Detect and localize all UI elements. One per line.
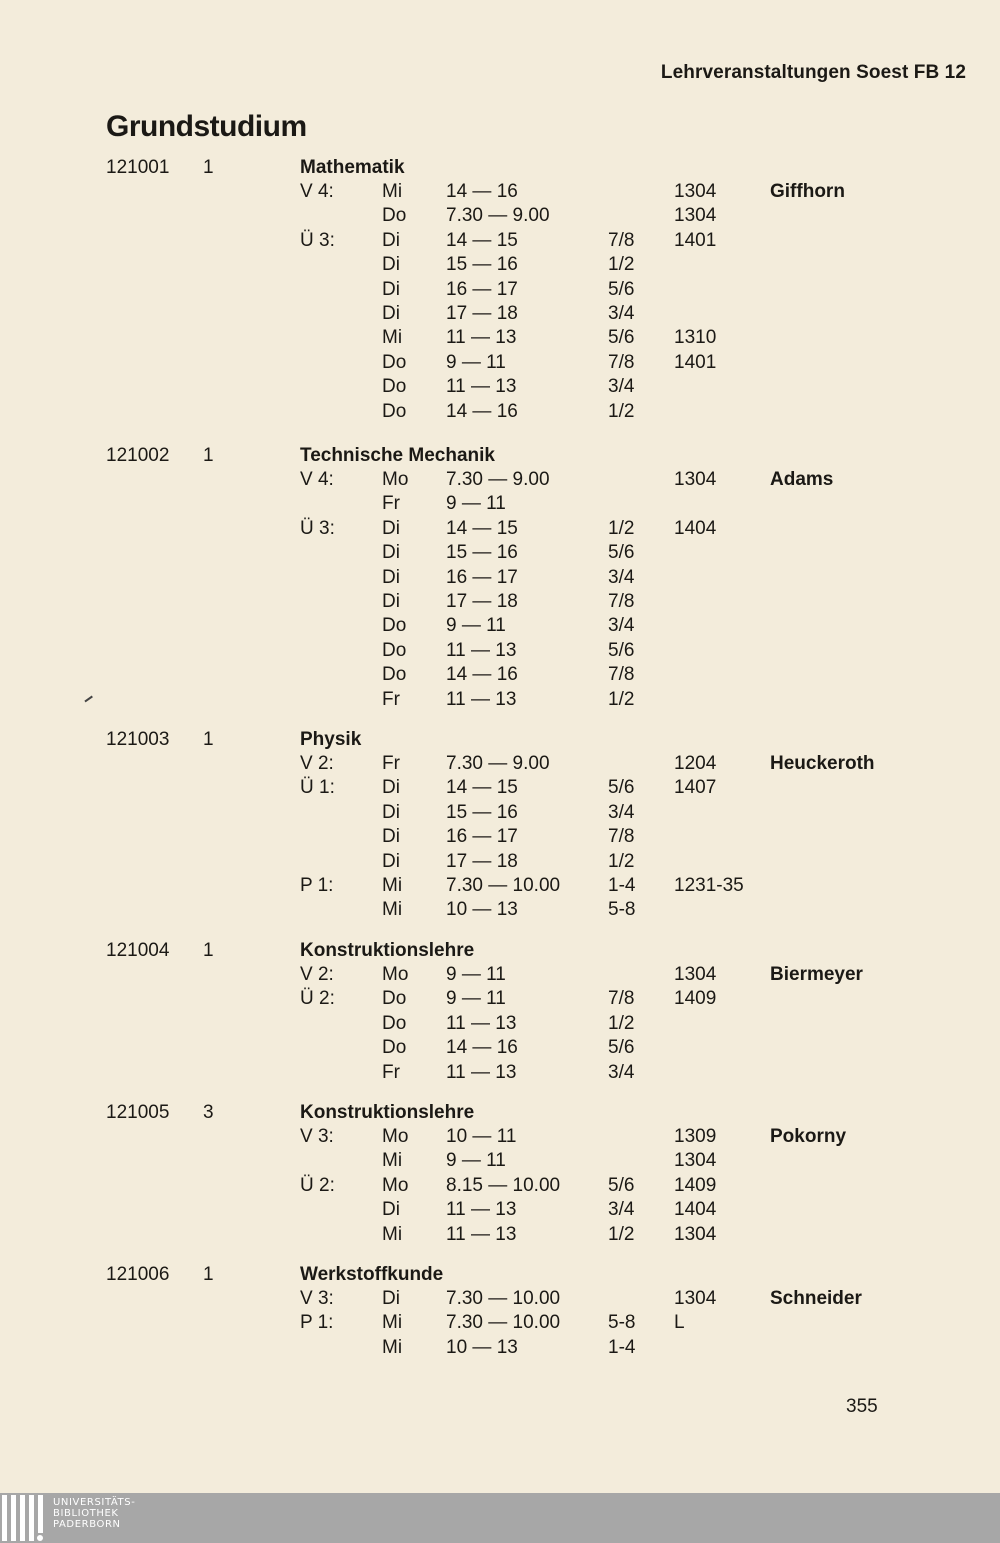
session-day: Di — [382, 1199, 400, 1221]
schedule-row — [0, 541, 1000, 565]
course-number: 121006 — [106, 1264, 170, 1285]
schedule-row — [0, 688, 1000, 712]
schedule-row — [0, 1174, 1000, 1198]
session-room: 1404 — [674, 1199, 717, 1221]
schedule-row — [0, 517, 1000, 541]
session-group: 3/4 — [608, 615, 635, 637]
session-group: 3/4 — [608, 801, 635, 823]
session-day: Fr — [382, 1061, 400, 1083]
session-day: Do — [382, 1037, 407, 1059]
session-group: 3/4 — [608, 1061, 635, 1083]
session-day: Mo — [382, 1174, 409, 1196]
session-time: 11 — 13 — [446, 1012, 517, 1034]
session-time: 10 — 13 — [446, 1336, 518, 1358]
session-room: 1304 — [674, 1150, 717, 1172]
session-room: 1401 — [674, 351, 717, 373]
session-day: Mo — [382, 469, 409, 490]
logo-line: UNIVERSITÄTS- — [53, 1497, 136, 1508]
page-number: 355 — [846, 1396, 878, 1417]
session-type: P 1: — [300, 1312, 334, 1334]
session-day: Do — [382, 664, 407, 686]
session-group: 5/6 — [608, 1037, 635, 1059]
session-time: 7.30 — 10.00 — [446, 1288, 561, 1309]
session-room: L — [674, 1312, 685, 1334]
session-day: Do — [382, 205, 407, 227]
course-header-row — [0, 1100, 1000, 1125]
schedule-row — [0, 302, 1000, 326]
session-time: 14 — 15 — [446, 777, 518, 799]
session-day: Mo — [382, 1126, 409, 1147]
schedule-row — [0, 1311, 1000, 1335]
course-semester: 1 — [203, 940, 214, 961]
session-group: 3/4 — [608, 1199, 635, 1221]
session-room: 1409 — [674, 1174, 717, 1196]
session-time: 15 — 16 — [446, 801, 518, 823]
course-header-row — [0, 443, 1000, 468]
session-time: 11 — 13 — [446, 639, 517, 661]
session-room: 1404 — [674, 517, 717, 539]
session-type: Ü 3: — [300, 517, 335, 539]
session-group: 1-4 — [608, 1336, 636, 1358]
session-group: 7/8 — [608, 988, 635, 1010]
session-day: Di — [382, 801, 400, 823]
session-group: 1/2 — [608, 1012, 635, 1034]
session-room: 1409 — [674, 988, 717, 1010]
session-group: 1/2 — [608, 1223, 635, 1245]
session-day: Di — [382, 254, 400, 276]
schedule-row — [0, 1287, 1000, 1311]
schedule-row — [0, 752, 1000, 776]
session-type: V 2: — [300, 964, 334, 985]
session-day: Do — [382, 1012, 407, 1034]
session-time: 9 — 11 — [446, 964, 506, 985]
session-day: Di — [382, 1288, 400, 1309]
course-number: 121003 — [106, 729, 170, 750]
schedule-row — [0, 278, 1000, 302]
course-header-row — [0, 938, 1000, 963]
session-time: 16 — 17 — [446, 826, 518, 848]
course-lecturer: Adams — [770, 469, 834, 490]
session-day: Di — [382, 278, 400, 300]
schedule-row — [0, 663, 1000, 687]
course-semester: 1 — [203, 1264, 214, 1285]
session-time: 9 — 11 — [446, 351, 506, 373]
session-group: 3/4 — [608, 566, 635, 588]
session-time: 14 — 16 — [446, 181, 518, 202]
schedule-row — [0, 566, 1000, 590]
session-day: Fr — [382, 688, 400, 710]
session-time: 11 — 13 — [446, 1061, 517, 1083]
course-entry — [0, 1262, 1000, 1360]
session-type: P 1: — [300, 874, 334, 896]
session-room: 1204 — [674, 753, 717, 774]
course-title: Konstruktionslehre — [300, 940, 475, 961]
session-type: V 3: — [300, 1126, 334, 1147]
schedule-row — [0, 1012, 1000, 1036]
session-time: 10 — 11 — [446, 1126, 517, 1147]
session-room: 1304 — [674, 1223, 717, 1245]
schedule-row — [0, 874, 1000, 898]
session-day: Do — [382, 400, 407, 422]
session-group: 7/8 — [608, 229, 635, 251]
session-time: 11 — 13 — [446, 376, 517, 398]
session-time: 10 — 13 — [446, 899, 518, 921]
session-time: 17 — 18 — [446, 302, 518, 324]
session-day: Mi — [382, 181, 403, 202]
session-day: Do — [382, 376, 407, 398]
course-number: 121001 — [106, 157, 170, 178]
session-group: 1-4 — [608, 874, 636, 896]
session-group: 5-8 — [608, 899, 636, 921]
course-number: 121004 — [106, 940, 170, 961]
logo-line: PADERBORN — [53, 1519, 121, 1530]
session-day: Fr — [382, 493, 400, 515]
schedule-row — [0, 229, 1000, 253]
session-time: 15 — 16 — [446, 254, 518, 276]
schedule-row — [0, 400, 1000, 424]
session-time: 11 — 13 — [446, 1199, 517, 1221]
session-day: Di — [382, 777, 400, 799]
schedule-row — [0, 375, 1000, 399]
session-time: 14 — 15 — [446, 229, 518, 251]
session-day: Do — [382, 988, 407, 1010]
session-room: 1407 — [674, 777, 717, 799]
session-time: 16 — 17 — [446, 566, 518, 588]
session-day: Di — [382, 517, 400, 539]
session-group: 5/6 — [608, 327, 635, 349]
session-room: 1310 — [674, 327, 717, 349]
library-logo-icon — [2, 1495, 48, 1541]
session-group: 7/8 — [608, 826, 635, 848]
schedule-row — [0, 963, 1000, 987]
session-group: 1/2 — [608, 254, 635, 276]
session-day: Di — [382, 850, 400, 872]
session-room: 1304 — [674, 181, 717, 202]
session-day: Mi — [382, 1312, 403, 1334]
schedule-row — [0, 590, 1000, 614]
session-room: 1304 — [674, 205, 717, 227]
session-day: Di — [382, 229, 400, 251]
session-group: 5/6 — [608, 639, 635, 661]
session-time: 7.30 — 9.00 — [446, 469, 550, 490]
session-group: 5-8 — [608, 1312, 636, 1334]
session-time: 15 — 16 — [446, 542, 518, 564]
session-time: 8.15 — 10.00 — [446, 1174, 561, 1196]
course-number: 121002 — [106, 445, 170, 466]
schedule-row — [0, 468, 1000, 492]
schedule-row — [0, 850, 1000, 874]
schedule-row — [0, 639, 1000, 663]
session-group: 5/6 — [608, 1174, 635, 1196]
session-day: Di — [382, 542, 400, 564]
session-time: 7.30 — 10.00 — [446, 874, 561, 896]
course-title: Werkstoffkunde — [300, 1264, 444, 1285]
session-time: 11 — 13 — [446, 327, 517, 349]
session-type: Ü 3: — [300, 229, 335, 251]
schedule-row — [0, 776, 1000, 800]
session-type: V 3: — [300, 1288, 334, 1309]
session-group: 1/2 — [608, 688, 635, 710]
course-semester: 1 — [203, 729, 214, 750]
session-time: 16 — 17 — [446, 278, 518, 300]
schedule-row — [0, 1223, 1000, 1247]
section-title: Grundstudium — [106, 110, 307, 143]
session-group: 7/8 — [608, 351, 635, 373]
schedule-row — [0, 492, 1000, 516]
session-group: 1/2 — [608, 517, 635, 539]
schedule-row — [0, 1125, 1000, 1149]
session-room: 1401 — [674, 229, 717, 251]
session-time: 14 — 16 — [446, 400, 518, 422]
course-entry — [0, 727, 1000, 923]
session-day: Do — [382, 639, 407, 661]
session-time: 7.30 — 10.00 — [446, 1312, 561, 1334]
schedule-row — [0, 825, 1000, 849]
course-number: 121005 — [106, 1102, 170, 1123]
session-type: Ü 2: — [300, 1174, 335, 1196]
schedule-row — [0, 898, 1000, 922]
schedule-row — [0, 1149, 1000, 1173]
session-time: 9 — 11 — [446, 615, 506, 637]
schedule-row — [0, 987, 1000, 1011]
schedule-row — [0, 253, 1000, 277]
logo-line: BIBLIOTHEK — [53, 1508, 119, 1519]
course-entry — [0, 1100, 1000, 1247]
course-lecturer: Biermeyer — [770, 964, 863, 985]
schedule-row — [0, 1036, 1000, 1060]
schedule-row — [0, 1336, 1000, 1360]
session-day: Mi — [382, 1223, 403, 1245]
course-semester: 1 — [203, 157, 214, 178]
course-title: Mathematik — [300, 157, 405, 178]
course-entry — [0, 155, 1000, 424]
session-day: Do — [382, 615, 407, 637]
schedule-row — [0, 180, 1000, 204]
schedule-row — [0, 326, 1000, 350]
session-time: 11 — 13 — [446, 1223, 517, 1245]
session-room: 1231-35 — [674, 874, 744, 896]
course-lecturer: Giffhorn — [770, 181, 845, 202]
running-header: Lehrveranstaltungen Soest FB 12 — [660, 62, 966, 83]
session-day: Di — [382, 566, 400, 588]
session-type: V 4: — [300, 469, 334, 490]
session-group: 7/8 — [608, 590, 635, 612]
session-day: Mi — [382, 874, 403, 896]
schedule-row — [0, 801, 1000, 825]
schedule-row — [0, 614, 1000, 638]
course-title: Konstruktionslehre — [300, 1102, 475, 1123]
session-room: 1304 — [674, 469, 717, 490]
session-time: 9 — 11 — [446, 493, 506, 515]
course-header-row — [0, 727, 1000, 752]
course-lecturer: Pokorny — [770, 1126, 847, 1147]
session-group: 3/4 — [608, 302, 635, 324]
session-time: 9 — 11 — [446, 988, 506, 1010]
course-title: Technische Mechanik — [300, 445, 495, 466]
session-time: 14 — 16 — [446, 664, 518, 686]
schedule-row — [0, 1198, 1000, 1222]
session-group: 1/2 — [608, 850, 635, 872]
course-semester: 3 — [203, 1102, 214, 1123]
session-group: 5/6 — [608, 278, 635, 300]
library-logo-text — [53, 1497, 135, 1530]
session-group: 5/6 — [608, 542, 635, 564]
session-time: 17 — 18 — [446, 590, 518, 612]
session-day: Mi — [382, 1336, 403, 1358]
session-time: 11 — 13 — [446, 688, 517, 710]
session-type: Ü 2: — [300, 988, 335, 1010]
session-type: Ü 1: — [300, 777, 335, 799]
session-day: Mi — [382, 899, 403, 921]
schedule-row — [0, 1061, 1000, 1085]
session-group: 5/6 — [608, 777, 635, 799]
library-footer-bar — [0, 1493, 1000, 1543]
session-day: Di — [382, 826, 400, 848]
session-time: 14 — 16 — [446, 1037, 518, 1059]
course-header-row — [0, 155, 1000, 180]
session-type: V 2: — [300, 753, 334, 774]
course-entry — [0, 443, 1000, 712]
course-semester: 1 — [203, 445, 214, 466]
session-group: 7/8 — [608, 664, 635, 686]
session-time: 7.30 — 9.00 — [446, 753, 550, 774]
session-group: 1/2 — [608, 400, 635, 422]
session-group: 3/4 — [608, 376, 635, 398]
session-time: 7.30 — 9.00 — [446, 205, 550, 227]
session-day: Mi — [382, 327, 403, 349]
course-header-row — [0, 1262, 1000, 1287]
session-time: 9 — 11 — [446, 1150, 506, 1172]
session-day: Fr — [382, 753, 400, 774]
session-room: 1304 — [674, 964, 717, 985]
session-day: Di — [382, 590, 400, 612]
session-room: 1304 — [674, 1288, 717, 1309]
session-day: Do — [382, 351, 407, 373]
course-entry — [0, 938, 1000, 1085]
course-title: Physik — [300, 729, 362, 750]
session-time: 14 — 15 — [446, 517, 518, 539]
course-lecturer: Schneider — [770, 1288, 862, 1309]
schedule-row — [0, 351, 1000, 375]
session-day: Di — [382, 302, 400, 324]
session-time: 17 — 18 — [446, 850, 518, 872]
session-day: Mi — [382, 1150, 403, 1172]
session-room: 1309 — [674, 1126, 717, 1147]
session-day: Mo — [382, 964, 409, 985]
session-type: V 4: — [300, 181, 334, 202]
course-lecturer: Heuckeroth — [770, 753, 875, 774]
schedule-row — [0, 204, 1000, 228]
